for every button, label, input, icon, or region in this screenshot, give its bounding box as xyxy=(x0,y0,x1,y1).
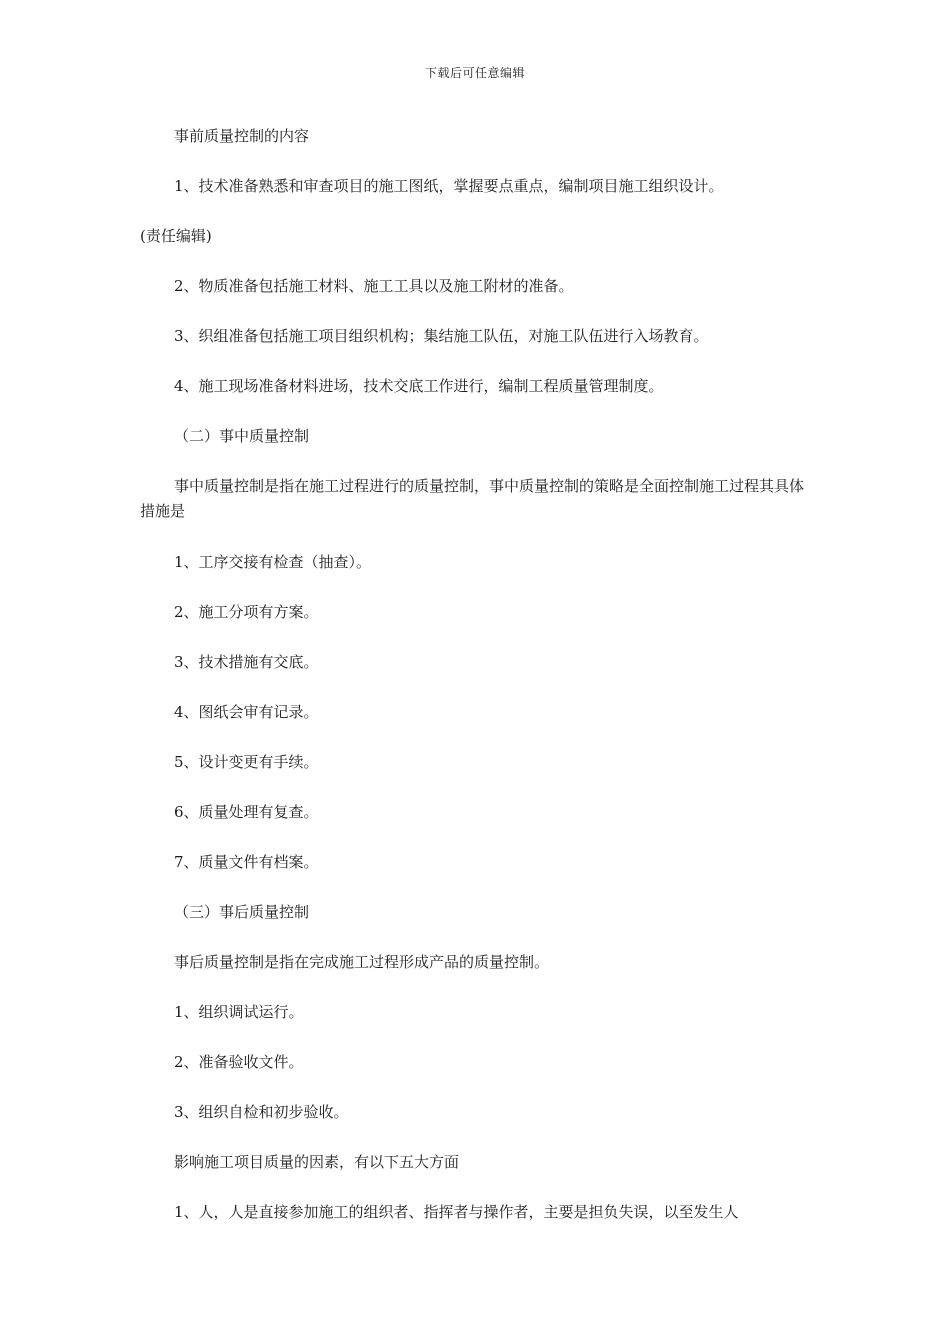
list-item: 1、人，人是直接参加施工的组织者、指挥者与操作者，主要是担负失误，以至发生人 xyxy=(174,1203,739,1221)
list-item: 3、组织自检和初步验收。 xyxy=(174,1103,349,1121)
paragraph: 3、织组准备包括施工项目组织机构；集结施工队伍，对施工队伍进行入场教育。 xyxy=(174,327,709,345)
list-item: 5、设计变更有手续。 xyxy=(174,753,319,771)
section-heading: （三）事后质量控制 xyxy=(174,903,310,921)
list-item: 2、准备验收文件。 xyxy=(174,1053,304,1071)
paragraph: (责任编辑) xyxy=(140,227,212,245)
paragraph: 影响施工项目质量的因素，有以下五大方面 xyxy=(174,1153,460,1171)
paragraph: 事前质量控制的内容 xyxy=(174,127,310,145)
list-item: 3、技术措施有交底。 xyxy=(174,653,319,671)
document-body xyxy=(140,124,815,1250)
paragraph: 2、物质准备包括施工材料、施工工具以及施工附材的准备。 xyxy=(174,277,574,295)
page-header: 下载后可任意编辑 xyxy=(424,66,525,80)
list-item: 7、质量文件有档案。 xyxy=(174,853,319,871)
paragraph: 事中质量控制是指在施工过程进行的质量控制，事中质量控制的策略是全面控制施工过程其具体措施是 xyxy=(140,477,805,520)
list-item: 1、工序交接有检查（抽查）。 xyxy=(174,553,372,571)
list-item: 1、组织调试运行。 xyxy=(174,1003,304,1021)
section-heading: （二）事中质量控制 xyxy=(174,427,310,445)
list-item: 2、施工分项有方案。 xyxy=(174,603,319,621)
paragraph: 4、施工现场准备材料进场，技术交底工作进行，编制工程质量管理制度。 xyxy=(174,377,664,395)
list-item: 6、质量处理有复查。 xyxy=(174,803,319,821)
paragraph: 事后质量控制是指在完成施工过程形成产品的质量控制。 xyxy=(174,953,550,971)
paragraph: 1、技术准备熟悉和审查项目的施工图纸，掌握要点重点，编制项目施工组织设计。 xyxy=(174,177,724,195)
list-item: 4、图纸会审有记录。 xyxy=(174,703,319,721)
